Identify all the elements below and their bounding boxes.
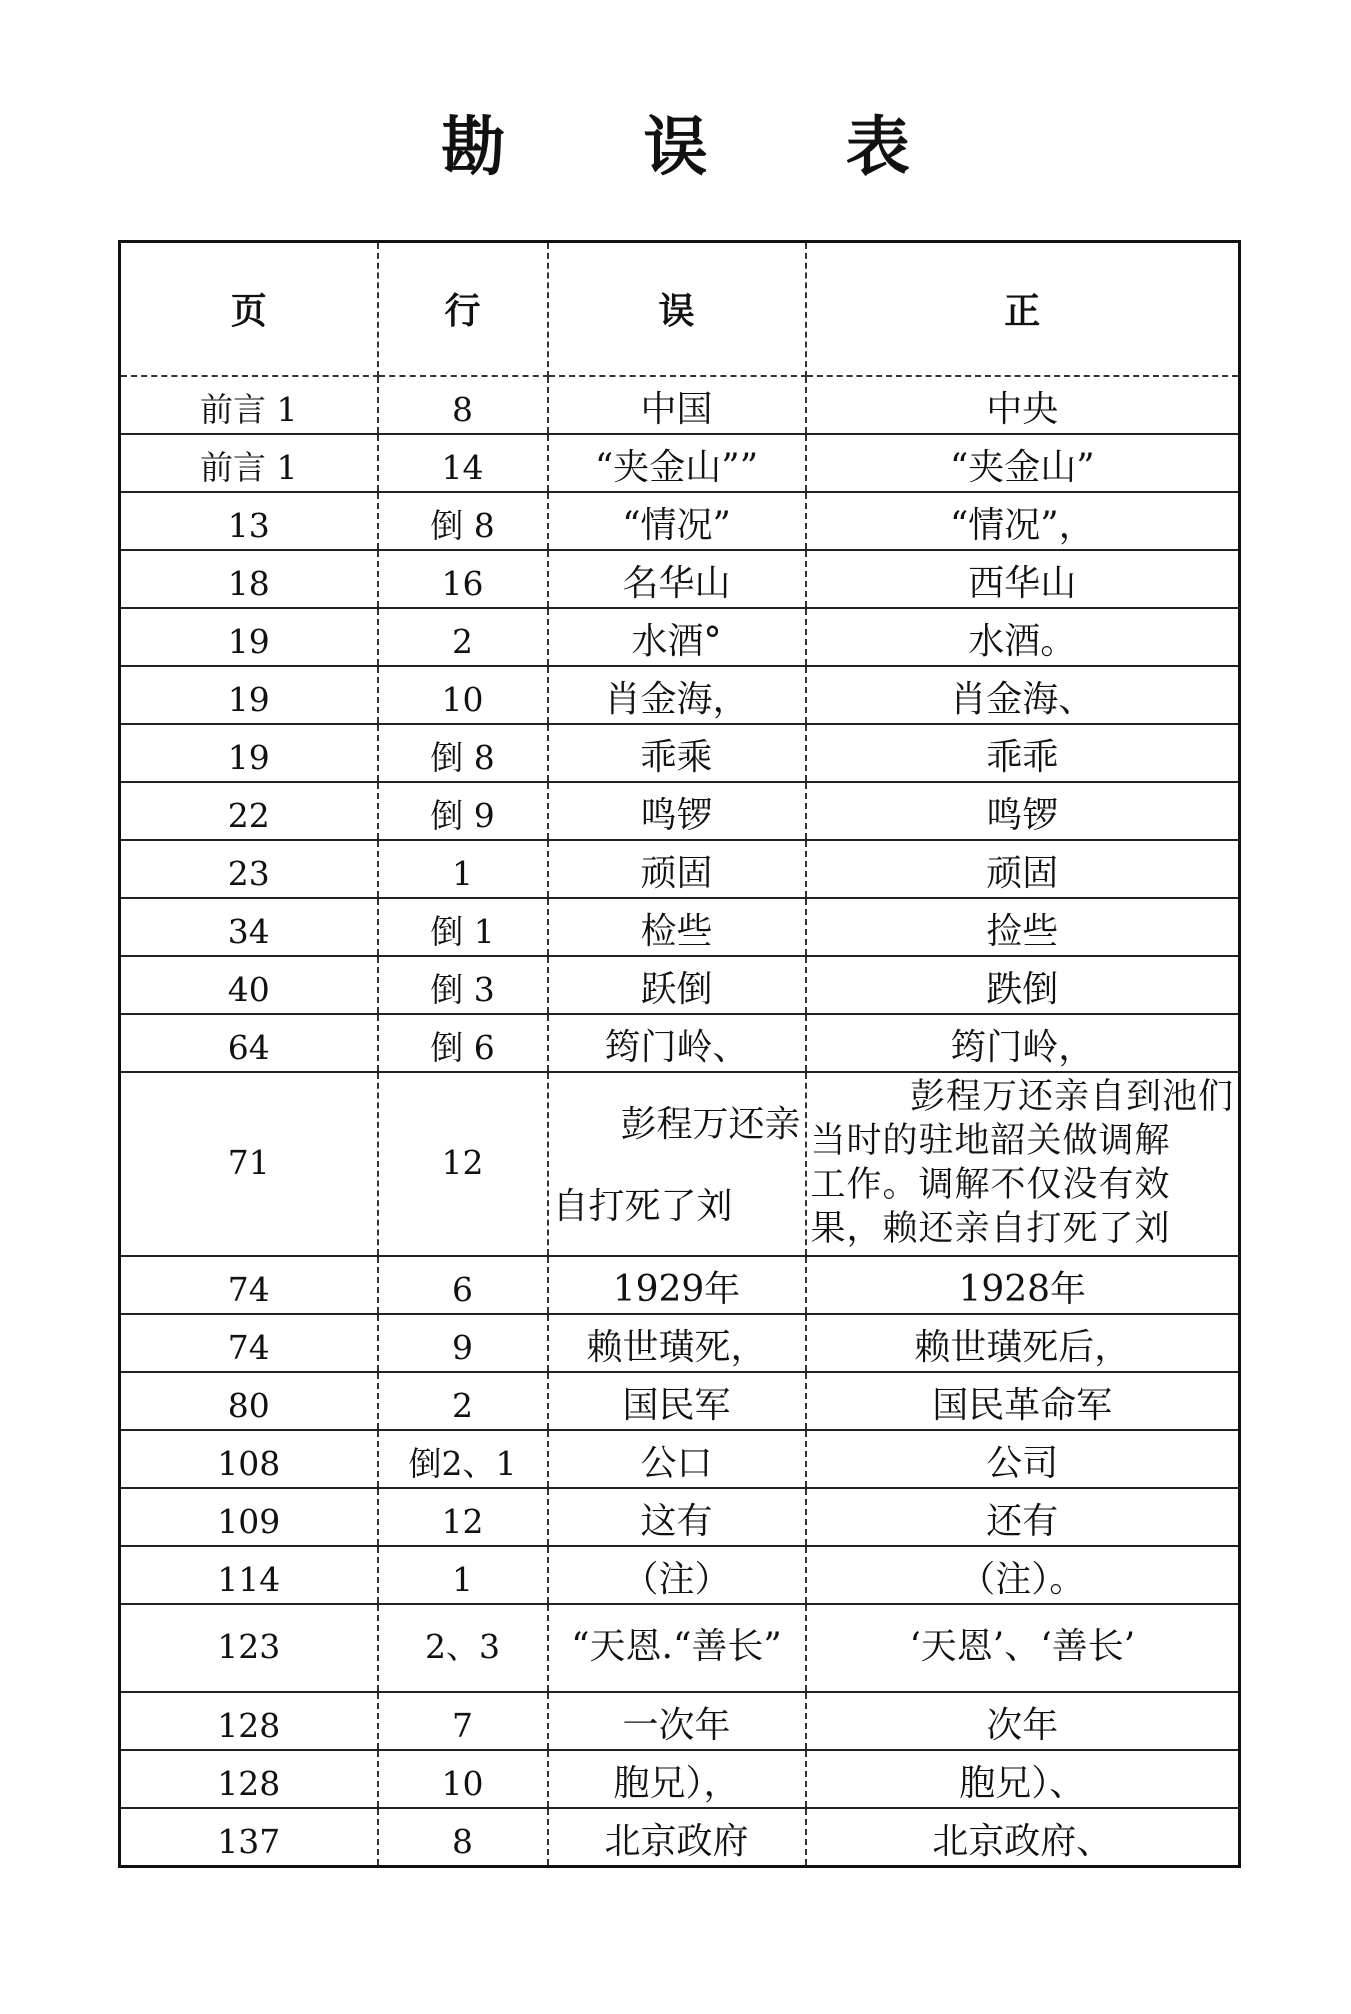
- cell-line: 6: [378, 1256, 548, 1314]
- cell-line: 2: [378, 1372, 548, 1430]
- cell-right: 顽固: [806, 840, 1240, 898]
- cell-page: 128: [120, 1692, 378, 1750]
- table-row: [120, 1750, 1240, 1808]
- cell-wrong: （注）: [548, 1546, 806, 1604]
- cell-page: 前言 1: [120, 434, 378, 492]
- table-row: [120, 1692, 1240, 1750]
- cell-wrong: “天恩.“善长”: [548, 1604, 806, 1692]
- cell-page: 19: [120, 666, 378, 724]
- table-row: [120, 1430, 1240, 1488]
- table-row: [120, 608, 1240, 666]
- cell-page: 109: [120, 1488, 378, 1546]
- cell-line: 倒 8: [378, 492, 548, 550]
- cell-page: 19: [120, 608, 378, 666]
- cell-right-line: 当时的驻地韶关做调解: [810, 1121, 1171, 1161]
- header-row: [120, 242, 1240, 377]
- cell-right: 乖乖: [806, 724, 1240, 782]
- cell-page: 23: [120, 840, 378, 898]
- cell-wrong: 筠门岭、: [548, 1014, 806, 1072]
- cell-line: 12: [378, 1072, 548, 1256]
- table-row: [120, 550, 1240, 608]
- cell-page: 13: [120, 492, 378, 550]
- cell-right-line: 工作。调解不仅没有效: [810, 1165, 1171, 1205]
- cell-page: 19: [120, 724, 378, 782]
- table-row: [120, 434, 1240, 492]
- errata-table: [118, 240, 1241, 1868]
- cell-right: 公司: [806, 1430, 1240, 1488]
- cell-right: 北京政府、: [806, 1808, 1240, 1867]
- table-row: [120, 1314, 1240, 1372]
- table-row-multiline: [120, 1072, 1240, 1256]
- cell-wrong: [548, 1072, 806, 1256]
- table-row: [120, 1808, 1240, 1867]
- cell-right: 中央: [806, 376, 1240, 434]
- cell-line: 倒 9: [378, 782, 548, 840]
- cell-wrong: 检些: [548, 898, 806, 956]
- cell-wrong: 国民军: [548, 1372, 806, 1430]
- table-row: [120, 840, 1240, 898]
- cell-right: 肖金海、: [806, 666, 1240, 724]
- cell-right: 筠门岭，: [806, 1014, 1240, 1072]
- cell-line: 9: [378, 1314, 548, 1372]
- cell-page: 74: [120, 1256, 378, 1314]
- cell-right: “情况”，: [806, 492, 1240, 550]
- cell-wrong: “夹金山””: [548, 434, 806, 492]
- cell-line: 倒 3: [378, 956, 548, 1014]
- cell-page: 前言 1: [120, 376, 378, 434]
- cell-line: 倒 1: [378, 898, 548, 956]
- cell-page: 64: [120, 1014, 378, 1072]
- cell-page: 108: [120, 1430, 378, 1488]
- cell-wrong-line: 自打死了刘: [552, 1186, 733, 1227]
- cell-right: 捡些: [806, 898, 1240, 956]
- cell-wrong: 胞兄），: [548, 1750, 806, 1808]
- cell-wrong: 赖世璜死，: [548, 1314, 806, 1372]
- table-row: [120, 1256, 1240, 1314]
- header-wrong: 误: [548, 242, 806, 377]
- table-row: [120, 1488, 1240, 1546]
- cell-line: 2: [378, 608, 548, 666]
- cell-wrong: 乖乘: [548, 724, 806, 782]
- table-row: [120, 492, 1240, 550]
- cell-page: 22: [120, 782, 378, 840]
- cell-page: 137: [120, 1808, 378, 1867]
- table-row: [120, 956, 1240, 1014]
- page-title: 勘 误 表: [441, 110, 968, 185]
- cell-line: 10: [378, 1750, 548, 1808]
- cell-page: 80: [120, 1372, 378, 1430]
- errata-body: [120, 376, 1240, 1867]
- header-line: 行: [378, 242, 548, 377]
- cell-right: 跌倒: [806, 956, 1240, 1014]
- cell-line: 12: [378, 1488, 548, 1546]
- cell-page: 128: [120, 1750, 378, 1808]
- cell-wrong: 中国: [548, 376, 806, 434]
- cell-right: [806, 1072, 1240, 1256]
- cell-wrong: 肖金海，: [548, 666, 806, 724]
- cell-wrong: 这有: [548, 1488, 806, 1546]
- cell-wrong: 1929年: [548, 1256, 806, 1314]
- table-row: [120, 376, 1240, 434]
- cell-right: 西华山: [806, 550, 1240, 608]
- cell-right: 水酒。: [806, 608, 1240, 666]
- cell-wrong: 鸣锣: [548, 782, 806, 840]
- cell-right: （注）。: [806, 1546, 1240, 1604]
- cell-line: 1: [378, 840, 548, 898]
- cell-right-line: 果，赖还亲自打死了刘: [810, 1209, 1171, 1249]
- cell-right-line: 彭程万还亲自到池们: [909, 1077, 1234, 1117]
- cell-right: ‘天恩’、‘善长’: [806, 1604, 1240, 1692]
- cell-wrong: “情况”: [548, 492, 806, 550]
- table-row: [120, 666, 1240, 724]
- cell-page: 114: [120, 1546, 378, 1604]
- cell-right: 1928年: [806, 1256, 1240, 1314]
- cell-page: 71: [120, 1072, 378, 1256]
- cell-right: 国民革命军: [806, 1372, 1240, 1430]
- cell-wrong: 水酒°: [548, 608, 806, 666]
- table-row: [120, 724, 1240, 782]
- header-page: 页: [120, 242, 378, 377]
- cell-right: 鸣锣: [806, 782, 1240, 840]
- cell-wrong: 北京政府: [548, 1808, 806, 1867]
- cell-wrong: 名华山: [548, 550, 806, 608]
- cell-page: 18: [120, 550, 378, 608]
- table-row: [120, 782, 1240, 840]
- cell-page: 34: [120, 898, 378, 956]
- cell-line: 2、3: [378, 1604, 548, 1692]
- cell-line: 10: [378, 666, 548, 724]
- errata-table-wrapper: [118, 240, 1238, 1868]
- cell-wrong: 跃倒: [548, 956, 806, 1014]
- cell-right: 次年: [806, 1692, 1240, 1750]
- table-row: [120, 898, 1240, 956]
- table-row: [120, 1604, 1240, 1692]
- cell-right: 赖世璜死后，: [806, 1314, 1240, 1372]
- cell-line: 倒2、1: [378, 1430, 548, 1488]
- cell-wrong: 一次年: [548, 1692, 806, 1750]
- cell-line: 14: [378, 434, 548, 492]
- cell-right: “夹金山”: [806, 434, 1240, 492]
- cell-line: 8: [378, 1808, 548, 1867]
- table-row: [120, 1014, 1240, 1072]
- cell-line: 1: [378, 1546, 548, 1604]
- cell-right: 还有: [806, 1488, 1240, 1546]
- cell-page: 40: [120, 956, 378, 1014]
- cell-line: 8: [378, 376, 548, 434]
- cell-wrong: 顽固: [548, 840, 806, 898]
- cell-wrong: 公口: [548, 1430, 806, 1488]
- cell-wrong-line: 彭程万还亲: [620, 1104, 801, 1145]
- cell-line: 倒 6: [378, 1014, 548, 1072]
- cell-right: 胞兄）、: [806, 1750, 1240, 1808]
- cell-page: 123: [120, 1604, 378, 1692]
- table-row: [120, 1372, 1240, 1430]
- cell-page: 74: [120, 1314, 378, 1372]
- cell-line: 7: [378, 1692, 548, 1750]
- cell-line: 倒 8: [378, 724, 548, 782]
- table-row: [120, 1546, 1240, 1604]
- cell-line: 16: [378, 550, 548, 608]
- header-right: 正: [806, 242, 1240, 377]
